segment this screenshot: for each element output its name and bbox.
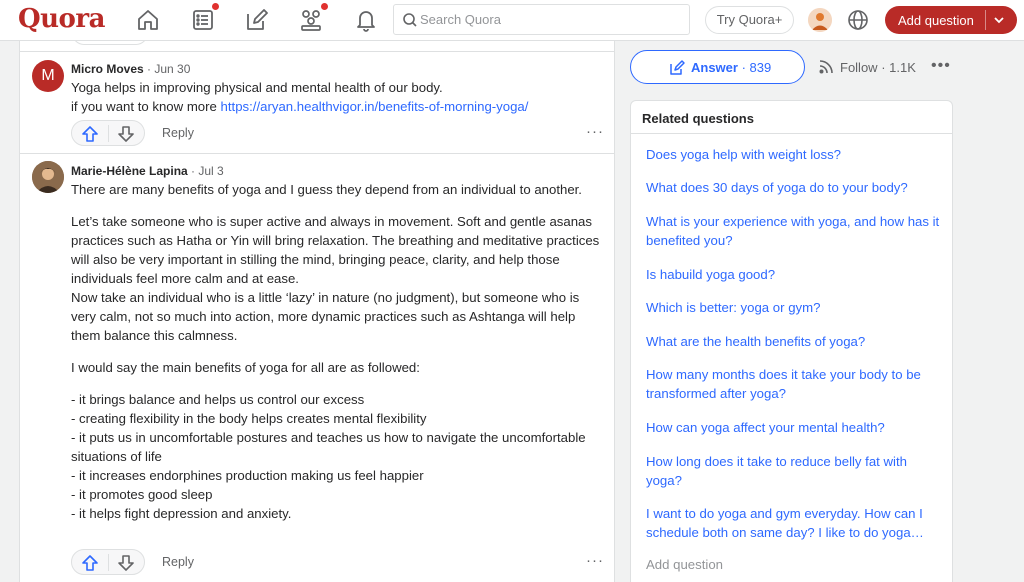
- upvote-icon[interactable]: [81, 125, 99, 143]
- more-options-button[interactable]: ···: [586, 123, 604, 140]
- vote-divider: [108, 125, 109, 142]
- search-input[interactable]: [420, 5, 680, 34]
- comment-paragraph: Let’s take someone who is super active and always in movement. Soft and gentle asanas practices such as Hatha or Yin will bring relaxation. The breathing and meditative practices will also be very important in stilling the mind, bringing peace, clarity, and help those individuals feel more calm and at ease.: [71, 214, 600, 286]
- more-options-button[interactable]: •••: [931, 57, 951, 74]
- vote-control: [71, 549, 145, 575]
- comment-line: Yoga helps in improving physical and mental health of our body.: [71, 80, 443, 95]
- comment-author[interactable]: [71, 62, 190, 76]
- related-question-link[interactable]: What are the health benefits of yoga?: [646, 334, 866, 349]
- related-question-link[interactable]: Is habuild yoga good?: [646, 267, 776, 282]
- avatar[interactable]: M: [32, 60, 64, 92]
- reply-button[interactable]: Reply: [162, 555, 194, 569]
- search-bar[interactable]: [393, 4, 690, 35]
- answer-label: Answer · 839: [691, 60, 772, 75]
- answer-count: · 839: [741, 60, 772, 75]
- quora-logo[interactable]: Quora: [18, 4, 105, 34]
- chevron-down-icon[interactable]: [991, 12, 1007, 28]
- notifications-icon[interactable]: [353, 7, 379, 33]
- comment-paragraph: Now take an individual who is a little ‘lazy’ in nature (no judgment), but someone who is very calm, not so much into action, more dynamic practices such as Ashtanga will help them balance this calmness.: [71, 290, 580, 343]
- related-question-link[interactable]: Does yoga help with weight loss?: [646, 147, 841, 162]
- notification-dot: [321, 3, 328, 10]
- answer-icon[interactable]: [244, 7, 270, 33]
- related-question-link[interactable]: How long does it take to reduce belly fat with yoga?: [646, 454, 907, 488]
- comment-body: [71, 78, 601, 116]
- comment-author[interactable]: [71, 164, 224, 178]
- rss-icon: [818, 59, 834, 75]
- comment-text: if you want to know more: [71, 99, 217, 114]
- related-question-link[interactable]: What does 30 days of yoga do to your body?: [646, 180, 908, 195]
- reply-button[interactable]: Reply: [162, 126, 194, 140]
- comment-date: · Jun 30: [147, 62, 191, 76]
- list-item: - it helps fight depression and anxiety.: [71, 506, 292, 521]
- comments-panel: [19, 41, 615, 582]
- related-question-link[interactable]: How many months does it take your body to be transformed after yoga?: [646, 367, 921, 401]
- downvote-icon[interactable]: [117, 125, 135, 143]
- search-icon: [402, 12, 418, 28]
- follow-count: · 1.1K: [881, 60, 916, 75]
- related-questions-panel: [630, 100, 953, 582]
- more-options-button[interactable]: ···: [586, 552, 604, 569]
- upvote-icon[interactable]: [81, 554, 99, 572]
- list-item: - it puts us in uncomfortable postures and teaches us how to navigate the uncomfortable situations of life: [71, 430, 586, 464]
- divider: [20, 153, 615, 154]
- add-question-link[interactable]: Add question: [646, 557, 723, 572]
- notification-dot: [212, 3, 219, 10]
- comment-date: · Jul 3: [191, 164, 224, 178]
- author-name[interactable]: Micro Moves: [71, 62, 144, 76]
- comment-paragraph: I would say the main benefits of yoga for all are as followed:: [71, 360, 420, 375]
- add-question-button[interactable]: [885, 6, 1017, 34]
- related-question-link[interactable]: Which is better: yoga or gym?: [646, 300, 821, 315]
- downvote-icon[interactable]: [117, 554, 135, 572]
- top-navigation-bar: [0, 0, 1024, 41]
- divider: [20, 51, 615, 52]
- follow-label: Follow · 1.1K: [840, 60, 916, 75]
- try-quora-plus-button[interactable]: Try Quora+: [705, 6, 794, 34]
- vote-control: [71, 120, 145, 146]
- comment-body: [71, 180, 601, 523]
- previous-comment-controls: [72, 41, 148, 45]
- following-icon[interactable]: [190, 7, 216, 33]
- add-question-label: Add question: [898, 13, 974, 28]
- vote-divider: [108, 554, 109, 571]
- author-name[interactable]: Marie-Hélène Lapina: [71, 164, 188, 178]
- comment-link[interactable]: https://aryan.healthvigor.in/benefits-of-morning-yoga/: [220, 99, 529, 114]
- avatar[interactable]: [32, 161, 64, 193]
- list-item: - it increases endorphines production making us feel happier: [71, 468, 424, 483]
- related-question-link[interactable]: I want to do yoga and gym everyday. How can I schedule both on same day? I like to do yoga…: [646, 506, 924, 540]
- answer-button[interactable]: [630, 50, 805, 84]
- list-item: - it brings balance and helps us control our excess: [71, 392, 365, 407]
- user-avatar[interactable]: [808, 8, 832, 32]
- pencil-icon: [669, 59, 686, 76]
- related-questions-header: [631, 101, 952, 134]
- comment-paragraph: There are many benefits of yoga and I guess they depend from an individual to another.: [71, 182, 582, 197]
- list-item: - creating flexibility in the body helps creates mental flexibility: [71, 411, 427, 426]
- spaces-icon[interactable]: [298, 7, 324, 33]
- home-icon[interactable]: [135, 7, 161, 33]
- related-questions-title: Related questions: [642, 111, 754, 126]
- related-question-link[interactable]: What is your experience with yoga, and how has it benefited you?: [646, 214, 940, 248]
- comment-line: [71, 97, 601, 116]
- button-divider: [985, 10, 986, 30]
- related-question-link[interactable]: How can yoga affect your mental health?: [646, 420, 885, 435]
- globe-icon[interactable]: [846, 8, 870, 32]
- list-item: - it promotes good sleep: [71, 487, 213, 502]
